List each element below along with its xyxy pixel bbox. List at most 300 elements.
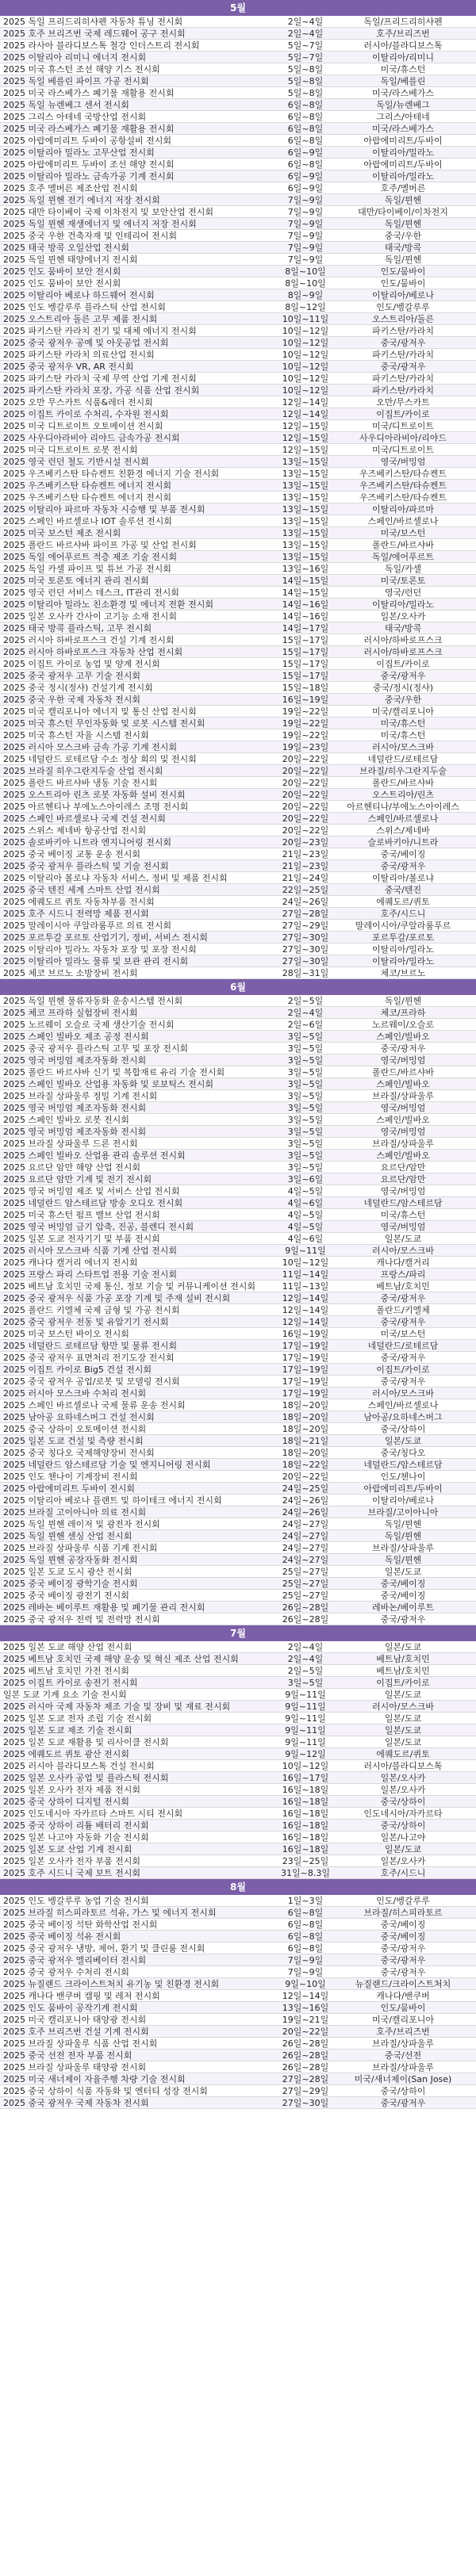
exhibition-location: 브라질/상파울루	[371, 1139, 435, 1149]
exhibition-date: 7일~9일	[287, 195, 324, 205]
table-row	[0, 87, 476, 99]
table-row	[0, 1364, 476, 1376]
exhibition-name: 2025 인도 첸나이 기계장비 전시회	[3, 1472, 138, 1482]
exhibition-date: 6일~8일	[287, 1908, 324, 1918]
exhibition-date: 12일~14일	[282, 1991, 329, 2001]
exhibition-location: 뉴질랜드/크라이스트처치	[355, 1979, 451, 1989]
exhibition-location: 미국/휴스턴	[380, 64, 426, 75]
exhibition-name: 2025 영국 버밍엄 제조자동화 전시회	[3, 1103, 147, 1113]
table-row	[0, 2038, 476, 2050]
exhibition-name: 2025 브라질 히스피라토르 석유, 가스 및 에너지 전시회	[3, 1908, 217, 1918]
table-row	[0, 1031, 476, 1043]
exhibition-date: 20일~22일	[282, 766, 329, 776]
exhibition-date: 27일~30일	[282, 944, 329, 955]
table-row	[0, 955, 476, 967]
exhibition-date: 2일~4일	[287, 17, 324, 27]
exhibition-date: 13일~15일	[282, 552, 329, 562]
exhibition-name: 2025 인도 뭄바이 보안 전시회	[3, 278, 121, 289]
exhibition-date: 27일~28일	[282, 909, 329, 919]
exhibition-name: 2025 중국 베이징 교통 운송 전시회	[3, 849, 140, 859]
exhibition-date: 14일~15일	[282, 576, 329, 586]
exhibition-location: 브라질/상파울루	[371, 2062, 435, 2073]
exhibition-date: 4일~5일	[287, 1210, 324, 1220]
exhibition-location: 독일/뮌헨	[384, 195, 422, 205]
table-row	[0, 1066, 476, 1078]
exhibition-date: 26일~28일	[282, 1602, 329, 1613]
exhibition-name: 2025 미국 디트로이트 오토메이션 전시회	[3, 421, 163, 431]
exhibition-date: 12일~14일	[282, 397, 329, 408]
table-row	[0, 1748, 476, 1760]
exhibition-name: 2025 폴란드 키엘체 국제 금형 및 가공 전시회	[3, 1305, 180, 1315]
exhibition-location: 호주/시드니	[380, 909, 426, 919]
table-row	[0, 860, 476, 872]
table-row	[0, 1411, 476, 1423]
exhibition-location: 중국/광저우	[380, 1967, 426, 1977]
table-row	[0, 2002, 476, 2014]
exhibition-location: 오스트리아/돌른	[371, 314, 435, 324]
exhibition-location: 스페인/바르셀로나	[367, 1400, 439, 1410]
exhibition-location: 독일/뮌헨	[384, 219, 422, 229]
table-row	[0, 2050, 476, 2061]
exhibition-location: 브라질/상파울루	[371, 1543, 435, 1553]
exhibition-name: 2025 솔로바키아 니트라 엔지니어링 전시회	[3, 837, 171, 848]
exhibition-date: 24일~26일	[282, 897, 329, 907]
exhibition-date: 14일~15일	[282, 588, 329, 598]
exhibition-name: 2025 중국 텐진 세계 스마트 산업 전시회	[3, 885, 160, 895]
exhibition-date: 5일~8일	[287, 76, 324, 86]
exhibition-date: 6일~9일	[287, 147, 324, 158]
exhibition-date: 19일~23일	[282, 742, 329, 752]
exhibition-name: 2025 스페인 빌바오 로봇 전시회	[3, 1115, 129, 1125]
table-row	[0, 515, 476, 527]
exhibition-name: 2025 러시아 하바로프스크 건설 기계 전시회	[3, 635, 175, 645]
table-row	[0, 1518, 476, 1530]
exhibition-location: 미국/새너제이(San Jose)	[354, 2074, 452, 2084]
exhibition-name: 2025 미국 휴스턴 자율 시스템 전시회	[3, 730, 149, 741]
exhibition-date: 19일~22일	[282, 730, 329, 741]
exhibition-location: 영국/버밍엄	[380, 1055, 426, 1066]
exhibition-date: 12일~15일	[282, 445, 329, 455]
exhibition-date: 27일~29일	[282, 921, 329, 931]
exhibition-name: 2025 이집트 카이로 송전기 전시회	[3, 1678, 138, 1688]
exhibition-date: 9일~11일	[285, 1725, 326, 1736]
exhibition-location: 브라질/히우그란지두술	[359, 766, 447, 776]
table-row	[0, 527, 476, 539]
exhibition-name: 2025 호주 멜버른 제조산업 전시회	[3, 183, 138, 193]
exhibition-date: 24일~27일	[282, 1543, 329, 1553]
exhibition-date: 19일~22일	[282, 718, 329, 729]
exhibition-location: 일본/나고야	[380, 1832, 426, 1843]
exhibition-name: 2025 오만 무스카트 식품&레더 전시회	[3, 397, 153, 408]
exhibition-location: 파키스탄/카라치	[371, 350, 435, 360]
exhibition-name: 2025 브라질 상파울루 정밀 기계 전시회	[3, 1091, 158, 1101]
exhibition-date: 3일~5일	[287, 1079, 324, 1089]
exhibition-name: 2025 러시아 국제 자동차 제조 기술 및 장비 및 재료 전시회	[3, 1701, 231, 1712]
exhibition-name: 2025 파키스탄 카라치 포장, 가공 식품 산업 전시회	[3, 385, 200, 396]
exhibition-date: 5일~7일	[287, 40, 324, 51]
table-row	[0, 266, 476, 278]
exhibition-date: 16일~18일	[282, 1820, 329, 1831]
exhibition-date: 21일~23일	[282, 849, 329, 859]
exhibition-location: 일본/오사카	[380, 1856, 426, 1866]
exhibition-name: 2025 이탈리아 베로나 하드웨어 전시회	[3, 290, 155, 300]
table-row	[0, 920, 476, 932]
exhibition-location: 레바논/베이루트	[371, 1602, 435, 1613]
table-row	[0, 1843, 476, 1855]
table-row	[0, 111, 476, 123]
exhibition-date: 27일~28일	[282, 2074, 329, 2084]
exhibition-date: 13일~15일	[282, 528, 329, 538]
exhibition-name: 2025 이집트 카이로 수처리, 수자원 전시회	[3, 409, 169, 419]
table-row	[0, 1772, 476, 1784]
table-row	[0, 1978, 476, 1990]
exhibition-location: 독일/뮌헨	[384, 1555, 422, 1565]
exhibition-name: 2025 미국 토론토 에너지 관리 전시회	[3, 576, 149, 586]
exhibition-name: 2025 미국 디트로이트 로봇 전시회	[3, 445, 138, 455]
table-row	[0, 789, 476, 801]
exhibition-date: 7일~9일	[287, 1967, 324, 1977]
exhibition-location: 스페인/빌바오	[376, 1079, 430, 1089]
table-row	[0, 123, 476, 135]
table-row	[0, 385, 476, 396]
exhibition-name: 2025 미국 새너제이 자율주행 차량 기술 전시회	[3, 2074, 186, 2084]
table-row	[0, 1483, 476, 1495]
exhibition-name: 2025 중국 광저우 국제 자동차 전시회	[3, 2098, 149, 2108]
exhibition-location: 러시아/하바로프스크	[363, 647, 443, 657]
table-row	[0, 313, 476, 325]
exhibition-name: 2025 중국 베이징 광전기 전시회	[3, 1590, 129, 1601]
exhibition-date: 8일~12일	[285, 302, 326, 312]
exhibition-date: 3일~5일	[287, 1127, 324, 1137]
exhibition-date: 15일~17일	[282, 647, 329, 657]
exhibition-date: 18일~20일	[282, 1448, 329, 1458]
exhibition-location: 스페인/빌바오	[376, 1150, 430, 1161]
exhibition-location: 미국/캘리포니아	[371, 706, 435, 717]
exhibition-name: 2025 브라질 상파울루 드론 전시회	[3, 1139, 138, 1149]
table-row	[0, 278, 476, 289]
table-row	[0, 1340, 476, 1352]
exhibition-location: 파키스탄/카라치	[371, 373, 435, 384]
table-row	[0, 1495, 476, 1506]
exhibition-name: 2025 중국 광저우 공예 및 아웃공업 전시회	[3, 338, 169, 348]
exhibition-date: 3일~5일	[287, 1067, 324, 1077]
exhibition-date: 10일~12일	[282, 1257, 329, 1268]
exhibition-name: 2025 폴란드 바르샤바 신기 및 복합재료 유리 기술 전시회	[3, 1067, 225, 1077]
table-row	[0, 694, 476, 706]
table-row	[0, 444, 476, 456]
exhibition-location: 아랍에미리트/두바이	[363, 1483, 443, 1494]
exhibition-name: 2025 일본 도쿄 제조 기술 전시회	[3, 1725, 132, 1736]
exhibition-name: 2025 베트남 호치민 국제 해양 운송 및 혁신 제조 산업 전시회	[3, 1654, 239, 1664]
exhibition-date: 18일~21일	[282, 1436, 329, 1446]
exhibition-date: 20일~22일	[282, 825, 329, 836]
exhibition-name: 2025 일본 도쿄 전자 조립 기술 전시회	[3, 1713, 152, 1724]
exhibition-name: 2025 아르헨티나 부에노스아이레스 조명 전시회	[3, 802, 189, 812]
exhibition-name: 2025 브라질 상파울루 태양광 전시회	[3, 2062, 147, 2073]
exhibition-date: 18일~20일	[282, 1424, 329, 1434]
exhibition-name: 2025 영국 런던 서비스 데스크, IT관리 전시회	[3, 588, 179, 598]
exhibition-location: 독일/뮌헨	[384, 996, 422, 1006]
exhibition-date: 10일~12일	[282, 385, 329, 396]
exhibition-location: 스페인/빌바오	[376, 1115, 430, 1125]
exhibition-name: 2025 미국 보스턴 바이오 전시회	[3, 1329, 129, 1339]
exhibition-date: 26일~28일	[282, 2050, 329, 2061]
table-row	[0, 1954, 476, 1966]
exhibition-date: 14일~16일	[282, 611, 329, 622]
exhibition-date: 16일~18일	[282, 1797, 329, 1807]
exhibition-location: 스페인/바르셀로나	[367, 516, 439, 526]
exhibition-date: 14일~16일	[282, 599, 329, 610]
exhibition-date: 25일~27일	[282, 1590, 329, 1601]
exhibition-name: 2025 영국 버밍엄 금기 압축, 진공, 블렌디 전시회	[3, 1222, 194, 1232]
exhibition-location: 일본/오사카	[380, 1773, 426, 1783]
exhibition-date: 2일~4일	[287, 29, 324, 39]
exhibition-location: 중국/광저우	[380, 1376, 426, 1387]
exhibition-date: 10일~12일	[282, 373, 329, 384]
table-row	[0, 182, 476, 194]
exhibition-name: 2025 일본 도쿄 해양 산업 전시회	[3, 1642, 132, 1652]
exhibition-name: 2025 독일 프리드리히샤펜 자동차 튜닝 전시회	[3, 17, 183, 27]
exhibition-date: 7일~9일	[287, 207, 324, 217]
exhibition-date: 6일~8일	[287, 1920, 324, 1930]
exhibition-location: 중국/베이징	[380, 1590, 426, 1601]
exhibition-name: 2025 호주 시드니 전력망 제품 전시회	[3, 909, 149, 919]
exhibition-name: 2025 인도 뭄바이 공작기계 전시회	[3, 2003, 138, 2013]
exhibition-name: 2025 일본 도쿄 도시 광산 전시회	[3, 1567, 132, 1577]
exhibition-date: 17일~19일	[282, 1365, 329, 1375]
exhibition-date: 6일~8일	[287, 1943, 324, 1954]
table-row	[0, 551, 476, 563]
table-row	[0, 1820, 476, 1832]
exhibition-date: 12일~15일	[282, 433, 329, 443]
exhibition-location: 우즈베키스탄/타슈켄트	[359, 492, 447, 503]
exhibition-location: 폴란드/바르샤바	[371, 1067, 435, 1077]
exhibition-date: 10일~12일	[282, 1761, 329, 1771]
table-row	[0, 1150, 476, 1162]
exhibition-name: 2025 이탈리아 밀라노 물류 및 보관 관리 전시회	[3, 956, 189, 966]
exhibition-location: 아랍에미리트/두바이	[363, 136, 443, 146]
month-header: 7월	[0, 1625, 476, 1641]
exhibition-location: 인도/벵갈루루	[376, 302, 430, 312]
exhibition-name: 2025 요르단 암만 기계 및 전기 전시회	[3, 1174, 152, 1185]
exhibition-location: 이탈리아/베로나	[371, 1495, 435, 1506]
exhibition-location: 중국/우한	[384, 231, 422, 241]
exhibition-name: 2025 체코 프라하 실험장비 전시회	[3, 1008, 138, 1018]
table-row	[0, 408, 476, 420]
exhibition-name: 2025 네덜란드 암스테르담 방송 오디오 전시회	[3, 1198, 183, 1208]
exhibition-date: 20일~22일	[282, 2027, 329, 2037]
table-row	[0, 622, 476, 634]
exhibition-name: 2025 파키스탄 카라치 의료산업 전시회	[3, 350, 155, 360]
exhibition-name: 2025 러시아 모스크바 식품 기계 산업 전시회	[3, 1246, 177, 1256]
exhibition-location: 요르단/암만	[380, 1162, 426, 1173]
exhibition-location: 일본/도쿄	[384, 1567, 422, 1577]
table-row	[0, 1328, 476, 1340]
exhibition-date: 5일~8일	[287, 64, 324, 75]
exhibition-name: 2025 중국 광저우 냉방, 제어, 환기 및 클린룸 전시회	[3, 1943, 205, 1954]
exhibition-name: 2025 노르웨이 오슬로 국제 생산기술 전시회	[3, 1020, 175, 1030]
exhibition-date: 7일~9일	[287, 231, 324, 241]
exhibition-location: 이탈리아/밀라노	[371, 147, 435, 158]
table-row	[0, 2014, 476, 2026]
exhibition-location: 중국/우한	[384, 695, 422, 705]
exhibition-date: 4일~6일	[287, 1198, 324, 1208]
exhibition-date: 22일~25일	[282, 885, 329, 895]
table-row	[0, 2061, 476, 2073]
exhibition-location: 독일/프리드리히샤펜	[363, 17, 443, 27]
table-row	[0, 1435, 476, 1447]
exhibition-name: 2025 독일 뮌헨 레이저 및 광전자 전시회	[3, 1519, 160, 1529]
exhibition-name: 2025 뉴질랜드 크라이스트처치 유기농 및 친환경 전시회	[3, 1979, 220, 1989]
table-row	[0, 539, 476, 551]
table-row	[0, 1173, 476, 1185]
exhibition-location: 브라질/상파울루	[371, 1091, 435, 1101]
exhibition-name: 2025 브라질 상파울루 식품 기계 전시회	[3, 1543, 158, 1553]
exhibition-location: 영국/버밍엄	[380, 457, 426, 467]
table-row	[0, 1399, 476, 1411]
exhibition-name: 2025 체코 브르노 소방장비 전시회	[3, 968, 138, 978]
exhibition-date: 13일~15일	[282, 457, 329, 467]
exhibition-name: 2025 에퀘도르 퀴토 광산 전시회	[3, 1749, 129, 1759]
exhibition-date: 3일~5일	[287, 1139, 324, 1149]
exhibition-name: 2025 스페인 바르셀로나 국제 물류 운송 전시회	[3, 1400, 186, 1410]
exhibition-date: 9일~11일	[285, 1246, 326, 1256]
exhibition-date: 7일~9일	[287, 255, 324, 265]
table-row	[0, 729, 476, 741]
exhibition-location: 대만/타이베이/이차전지	[358, 207, 448, 217]
exhibition-name: 2025 베트남 호치민 국제 통신, 정보 기술 및 커뮤니케이션 전시회	[3, 1281, 255, 1292]
exhibition-location: 태국/방콕	[384, 623, 422, 633]
exhibition-location: 일본/도쿄	[384, 1690, 422, 1700]
exhibition-date: 6일~9일	[287, 183, 324, 193]
exhibition-date: 23일~25일	[282, 1856, 329, 1866]
exhibition-date: 13일~15일	[282, 480, 329, 491]
exhibition-name: 2025 중국 광저우 플라스틱 고무 및 포장 전시회	[3, 1043, 189, 1054]
month-header: 8월	[0, 1879, 476, 1895]
exhibition-location: 영국/버밍엄	[380, 1127, 426, 1137]
exhibition-date: 11일~14일	[282, 1269, 329, 1280]
exhibition-location: 이탈리아/밀라노	[371, 599, 435, 610]
exhibition-name: 2025 중국 베이징 광학기술 전시회	[3, 1579, 138, 1589]
exhibition-location: 일본/도쿄	[384, 1436, 422, 1446]
exhibition-date: 10일~12일	[282, 350, 329, 360]
exhibition-location: 러시아/모스크바	[371, 1701, 435, 1712]
table-row	[0, 1102, 476, 1114]
month-section	[0, 1625, 476, 1879]
exhibition-name: 2025 미국 캘리포니아 에너지 및 통신 산업 전시회	[3, 706, 197, 717]
exhibition-name: 2025 베트남 호치민 가전 전시회	[3, 1666, 129, 1676]
exhibition-location: 중국/텐진	[384, 885, 422, 895]
exhibition-name: 2025 일본 도쿄 전자기기 및 부품 전시회	[3, 1234, 160, 1244]
table-row	[0, 1007, 476, 1019]
exhibition-name: 2025 중국 베이징 석탄 화학산업 전시회	[3, 1920, 158, 1930]
exhibition-location: 이집트/카이로	[376, 659, 430, 669]
exhibition-date: 3일~5일	[287, 1091, 324, 1101]
exhibition-date: 20일~22일	[282, 790, 329, 800]
exhibition-date: 24일~27일	[282, 1555, 329, 1565]
table-row	[0, 1269, 476, 1280]
table-row	[0, 1736, 476, 1748]
month-header: 6월	[0, 979, 476, 995]
exhibition-name: 2025 우즈베키스탄 타슈켄트 에너지 전시회	[3, 480, 171, 491]
exhibition-location: 호주/브리즈번	[376, 29, 430, 39]
exhibition-date: 13일~15일	[282, 469, 329, 479]
table-row	[0, 1245, 476, 1257]
table-row	[0, 2085, 476, 2097]
exhibition-name: 2025 스페인 바르셀로나 국제 건설 전시회	[3, 813, 166, 824]
exhibition-date: 25일~27일	[282, 1579, 329, 1589]
exhibition-location: 노르웨이/오슬로	[371, 1020, 435, 1030]
table-row	[0, 1653, 476, 1665]
table-row	[0, 503, 476, 515]
exhibition-date: 15일~17일	[282, 671, 329, 681]
exhibition-name: 2025 미국 라스베가스 폐기물 재활용 전시회	[3, 124, 175, 134]
exhibition-location: 네덜란드/암스테르담	[363, 1198, 443, 1208]
exhibition-location: 영국/런던	[384, 588, 422, 598]
exhibition-name: 2025 영국 런던 철도 기반시설 전시회	[3, 457, 149, 467]
exhibition-date: 16일~18일	[282, 1832, 329, 1843]
exhibition-name: 2025 중국 광저우 엘리베이터 전시회	[3, 1955, 147, 1965]
exhibition-location: 오스트리아/린츠	[371, 790, 435, 800]
exhibition-location: 스페인/바르셀로나	[367, 813, 439, 824]
table-row	[0, 1554, 476, 1566]
exhibition-location: 중국/선전	[384, 2050, 422, 2061]
table-row	[0, 825, 476, 836]
exhibition-location: 네덜란드/로테르담	[367, 754, 439, 764]
table-row	[0, 1506, 476, 1518]
exhibition-name: 2025 인도네시아 자카르타 스마트 시티 전시회	[3, 1809, 183, 1819]
exhibition-location: 미국/디트로이트	[371, 445, 435, 455]
exhibition-name: 2025 중국 우한 건축자재 및 인테리어 전시회	[3, 231, 177, 241]
table-row	[0, 1943, 476, 1954]
exhibition-name: 2025 러시아 모스크바 금속 가공 기계 전시회	[3, 742, 177, 752]
exhibition-name: 2025 중국 우한 국제 자동차 전시회	[3, 695, 140, 705]
exhibition-location: 중국/상하이	[380, 2086, 426, 2096]
table-row	[0, 218, 476, 230]
table-row	[0, 813, 476, 825]
exhibition-location: 독일/뮌헨	[384, 1531, 422, 1541]
table-row	[0, 1209, 476, 1221]
exhibition-location: 이탈리아/볼로냐	[371, 873, 435, 883]
exhibition-date: 16일~18일	[282, 1785, 329, 1795]
exhibition-date: 24일~26일	[282, 1507, 329, 1518]
exhibition-location: 베트남/호치민	[376, 1281, 430, 1292]
table-row	[0, 753, 476, 765]
exhibition-location: 독일/카셀	[384, 564, 422, 574]
table-row	[0, 611, 476, 622]
exhibition-location: 일본/도쿄	[384, 1737, 422, 1747]
exhibition-date: 13일~15일	[282, 540, 329, 550]
exhibition-name: 2025 중국 상하이 디지털 전시회	[3, 1797, 129, 1807]
exhibition-date: 27일~30일	[282, 932, 329, 943]
exhibition-name: 2025 스페인 빌바오 제조 공정 전시회	[3, 1032, 149, 1042]
exhibition-name: 2025 사우디아라비아 리야드 금속가공 전시회	[3, 433, 180, 443]
table-row	[0, 1019, 476, 1031]
exhibition-date: 15일~17일	[282, 659, 329, 669]
table-row	[0, 995, 476, 1007]
exhibition-location: 이집트/카이로	[376, 1365, 430, 1375]
table-row	[0, 718, 476, 729]
exhibition-location: 중국/상하이	[380, 1797, 426, 1807]
exhibition-name: 2025 아랍에미리트 두바이 조선 해양 전시회	[3, 159, 175, 170]
exhibition-location: 중국/광저우	[380, 1614, 426, 1625]
exhibition-location: 캐나다/캘거리	[376, 1257, 430, 1268]
month-header: 5월	[0, 0, 476, 16]
table-row	[0, 646, 476, 658]
exhibition-date: 2일~5일	[287, 1666, 324, 1676]
table-row	[0, 194, 476, 206]
table-row	[0, 896, 476, 908]
